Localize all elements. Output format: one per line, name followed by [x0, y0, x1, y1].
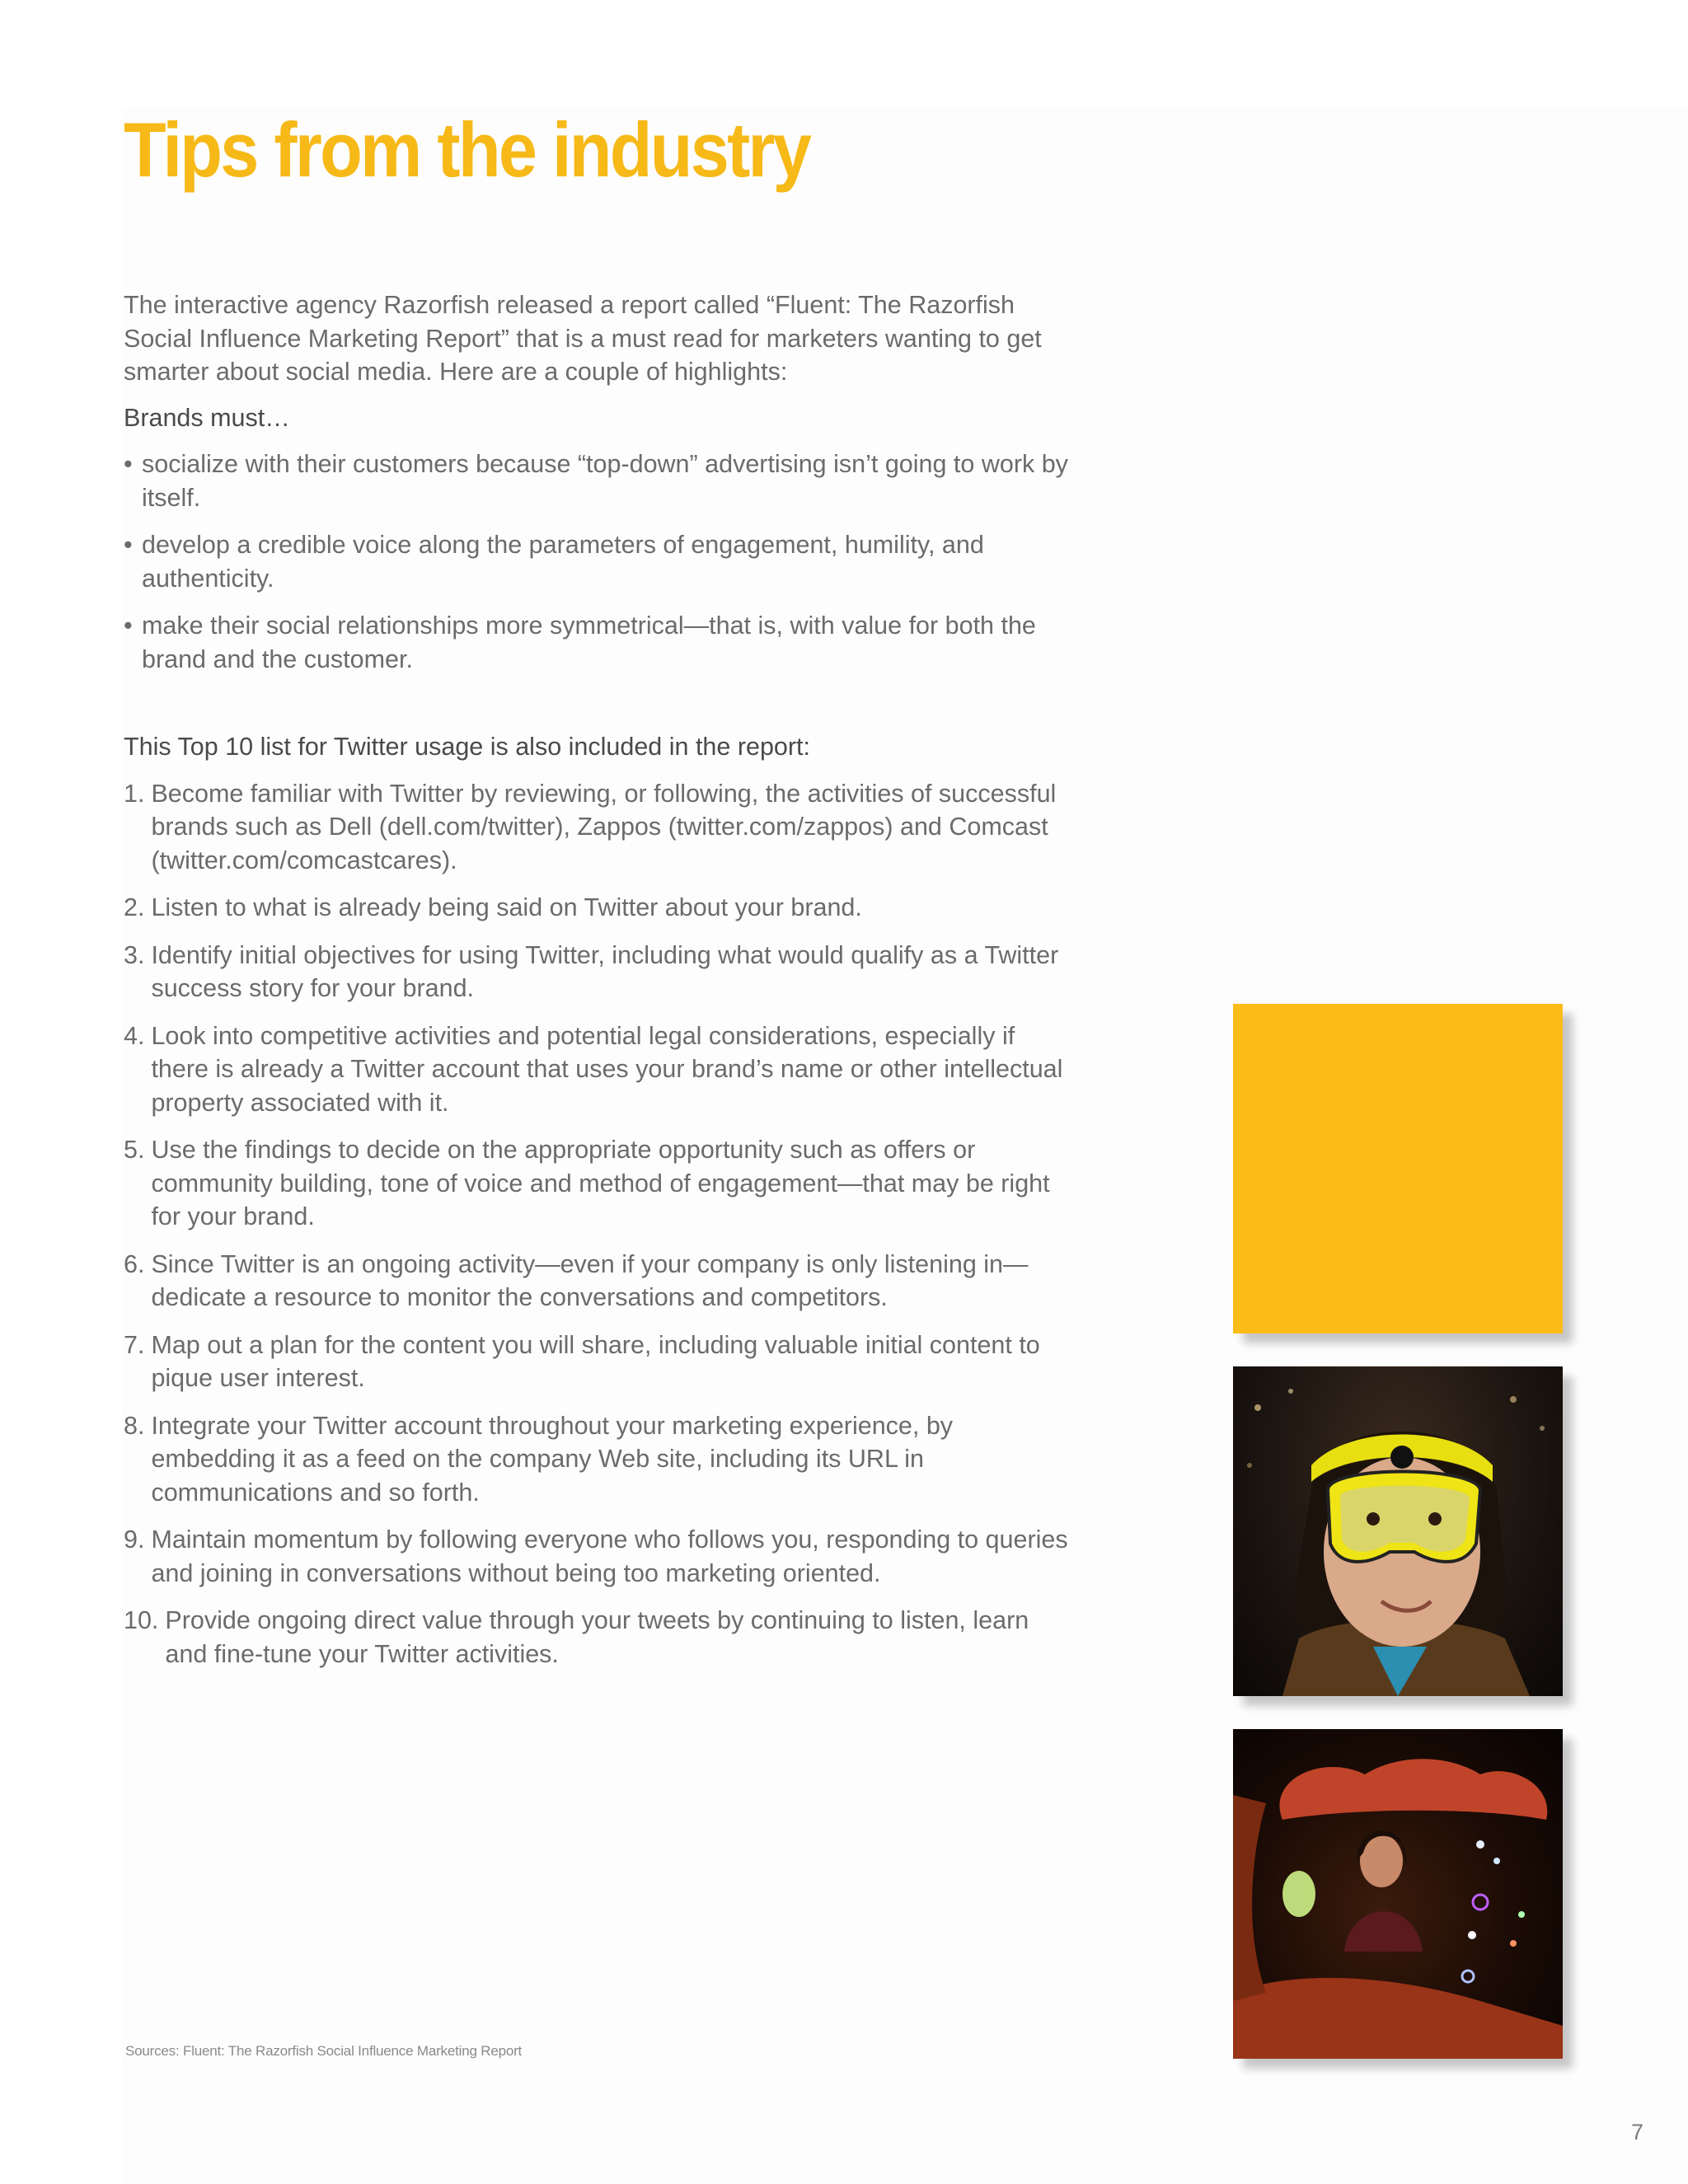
- bullet-marker: •: [124, 450, 133, 478]
- item-number: 3.: [124, 940, 145, 969]
- item-text: Listen to what is already being said on Twitter about your brand.: [151, 893, 862, 921]
- page-title: Tips from the industry: [124, 106, 810, 193]
- top10-lead: This Top 10 list for Twitter usage is also included in the report:: [124, 733, 810, 761]
- list-item: [124, 1409, 1071, 1510]
- item-text: Identify initial objectives for using Twitter, including what would qualify as a Twitter success story for your brand.: [151, 940, 1059, 1002]
- item-text: Map out a plan for the content you will share, including valuable initial content to pique user interest.: [151, 1330, 1040, 1392]
- camera-lens: [1390, 1446, 1414, 1469]
- top10-list: [124, 777, 1071, 1671]
- item-number: 5.: [124, 1136, 145, 1164]
- list-item: [124, 1604, 1071, 1671]
- hand-left: [1233, 1795, 1266, 2001]
- item-text: Become familiar with Twitter by reviewing, or following, the activities of successful brands such as Dell (dell.com/twitter), Zappos (twitter.com/zappos) and Comcast (twitter.com/comcastcares).: [151, 779, 1057, 874]
- page-number: 7: [1631, 2120, 1644, 2144]
- item-number: 8.: [124, 1411, 145, 1440]
- bullet-item: [124, 528, 1071, 595]
- item-text: Maintain momentum by following everyone who follows you, responding to queries and joining in conversations without being too marketing oriented.: [151, 1526, 1068, 1587]
- item-number: 9.: [124, 1526, 145, 1554]
- item-number: 1.: [124, 779, 145, 808]
- bullet-marker: •: [124, 612, 133, 640]
- photo-person-viewed-through-cupped-hands: [1233, 1729, 1563, 2059]
- hand-bottom: [1233, 1978, 1563, 2059]
- eye-right: [1428, 1512, 1442, 1526]
- bullet-marker: •: [124, 531, 133, 559]
- item-number: 2.: [124, 893, 145, 921]
- list-item: [124, 777, 1071, 878]
- fingers-top: [1279, 1759, 1547, 1820]
- list-item: [124, 1248, 1071, 1315]
- item-number: 4.: [124, 1021, 145, 1050]
- bullet-item: [124, 448, 1071, 514]
- item-text: Look into competitive activities and potential legal considerations, especially if there is already a Twitter account that uses your brand’s name or other intellectual property associated with it.: [151, 1021, 1063, 1117]
- list-item: [124, 939, 1071, 1005]
- item-text: Use the findings to decide on the appropriate opportunity such as offers or community building, tone of voice and method of engagement—that may be right for your brand.: [151, 1136, 1050, 1230]
- list-item: [124, 1133, 1071, 1234]
- brands-bullet-list: [124, 448, 1071, 676]
- list-item: [124, 1523, 1071, 1590]
- photo-illustration: [1233, 1366, 1563, 1696]
- person-body: [1344, 1911, 1423, 1952]
- list-item: [124, 1329, 1071, 1395]
- goggle-glass: [1340, 1486, 1470, 1552]
- bullet-text: make their social relationships more symmetrical—that is, with value for both the brand and the customer.: [142, 612, 1036, 673]
- photo-illustration: [1233, 1729, 1563, 2059]
- control-panel-lights: [1462, 1840, 1525, 1982]
- list-item: [124, 1019, 1071, 1120]
- bullet-text: socialize with their customers because “top-down” advertising isn’t going to work by itself.: [142, 450, 1068, 512]
- brands-lead: Brands must…: [124, 403, 290, 432]
- sources-footnote: Sources: Fluent: The Razorfish Social Influence Marketing Report: [125, 2043, 523, 2059]
- item-number: 10.: [124, 1606, 159, 1634]
- bullet-text: develop a credible voice along the parameters of engagement, humility, and authenticity.: [142, 531, 984, 593]
- intro-paragraph: The interactive agency Razorfish released a report called “Fluent: The Razorfish Social Influence Marketing Report” that is a must read for marketers wanting to get smarter about social media. Here are a couple of highlights:: [124, 291, 1042, 386]
- body-column: [124, 288, 1071, 1685]
- item-text: Integrate your Twitter account throughout your marketing experience, by embedding it as a feed on the company Web site, including its URL in communications and so forth.: [151, 1411, 954, 1507]
- list-item: [124, 891, 1071, 925]
- item-number: 7.: [124, 1330, 145, 1359]
- item-text: Provide ongoing direct value through your tweets by continuing to listen, learn and fine-tune your Twitter activities.: [165, 1606, 1029, 1668]
- bullet-item: [124, 609, 1071, 676]
- screen-glow: [1282, 1871, 1315, 1917]
- item-number: 6.: [124, 1249, 145, 1278]
- eye-left: [1367, 1512, 1380, 1526]
- photo-woman-with-camera-goggles: [1233, 1366, 1563, 1696]
- item-text: Since Twitter is an ongoing activity—even if your company is only listening in—dedicate a resource to monitor the conversations and competitors.: [151, 1249, 1029, 1311]
- yellow-accent-tile: [1233, 1004, 1563, 1333]
